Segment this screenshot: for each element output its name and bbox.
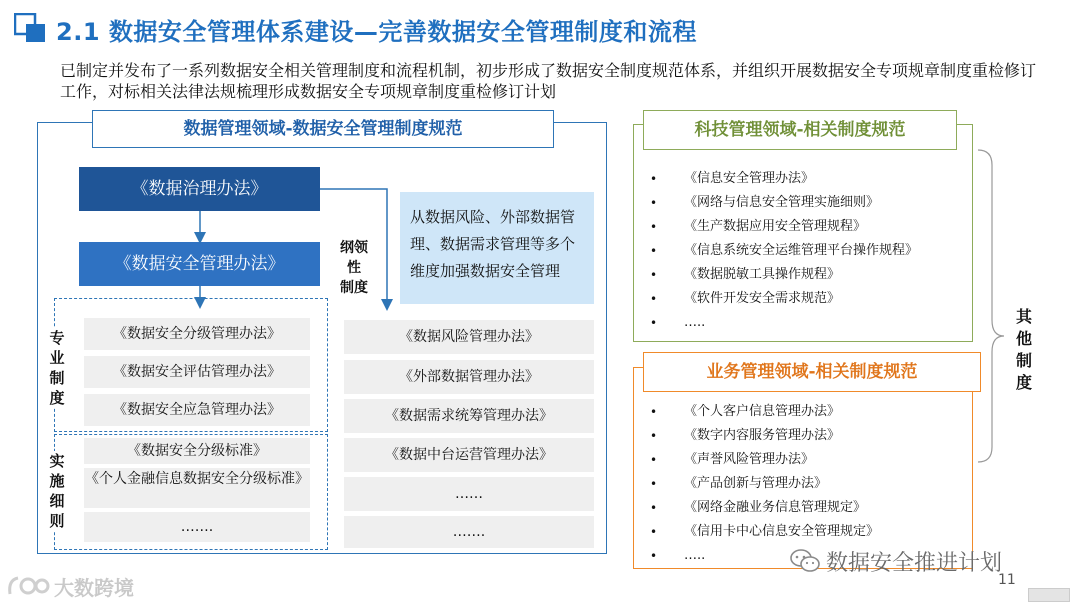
multi-dimension-note: 从数据风险、外部数据管理、数据需求管理等多个维度加强数据安全管理 [400, 192, 594, 304]
professional-label-char: 专 [49, 329, 65, 347]
data-security-management-box [79, 242, 320, 286]
guiding-system-label [334, 238, 374, 298]
watermark-left-text: 大数跨境 [54, 575, 134, 600]
other-label-char: 他 [1015, 329, 1032, 348]
list-item: 《数据中台运营管理办法》 [344, 438, 594, 472]
data-management-header: 数据管理领域-数据安全管理制度规范 [92, 110, 554, 148]
data-governance-label: 《数据治理办法》 [131, 179, 268, 199]
list-item: 《数据风险管理办法》 [344, 320, 594, 354]
implementation-rules-label [49, 451, 65, 531]
list-item: 《外部数据管理办法》 [344, 360, 594, 394]
intro-text: 已制定并发布了一系列数据安全相关管理制度和流程机制，初步形成了数据安全制度规范体系，并组织开展数据安全专项规章制度重检修订工作，对标相关法律法规梳理形成数据安全专项规章制度重检修订计划 [60, 61, 1037, 101]
list-item: 《个人金融信息数据安全分级标准》 [84, 468, 310, 508]
other-label-char: 度 [1015, 373, 1032, 392]
implementation-label-char: 实 [49, 452, 65, 470]
professional-label-char: 制 [49, 369, 65, 387]
list-item: 《数据安全分级标准》 [84, 438, 310, 464]
list-item: 《数据安全分级管理办法》 [84, 318, 310, 350]
list-item: • 《个人客户信息管理办法》 [650, 400, 970, 424]
data-governance-box [79, 167, 320, 211]
business-management-header: 业务管理领域-相关制度规范 [643, 352, 981, 392]
list-item: 《数据需求统筹管理办法》 [344, 399, 594, 433]
tech-management-list [650, 167, 970, 335]
watermark-right [790, 544, 1002, 578]
list-item: ……. [84, 512, 310, 542]
page-title: 2.1 数据安全管理体系建设—完善数据安全管理制度和流程 [56, 18, 697, 46]
list-item: • ….. [650, 311, 970, 335]
list-item: • 《信息系统安全运维管理平台操作规程》 [650, 239, 970, 263]
business-management-list [650, 400, 970, 568]
list-item: ……. [344, 516, 594, 548]
other-label-char: 制 [1015, 351, 1032, 370]
other-label-char: 其 [1015, 307, 1032, 326]
list-item: • 《声誉风险管理办法》 [650, 448, 970, 472]
watermark-right-text: 数据安全推进计划 [826, 550, 1003, 576]
list-item: • ….. [650, 544, 970, 568]
page-thumbnail-badge [1028, 588, 1070, 602]
data-security-management-label: 《数据安全管理办法》 [114, 254, 285, 274]
professional-label-char: 业 [49, 349, 65, 367]
wechat-icon [790, 548, 820, 574]
implementation-label-char: 施 [49, 472, 65, 490]
guiding-label-line: 纲领 [340, 240, 368, 256]
list-item: • 《数据脱敏工具操作规程》 [650, 263, 970, 287]
tech-management-header: 科技管理领域-相关制度规范 [643, 110, 957, 150]
implementation-label-char: 则 [49, 512, 65, 530]
professional-label-char: 度 [49, 389, 65, 407]
list-item: • 《软件开发安全需求规范》 [650, 287, 970, 311]
other-systems-label [1012, 306, 1036, 394]
guiding-label-line: 制度 [340, 280, 368, 296]
list-item: • 《信息安全管理办法》 [650, 167, 970, 191]
list-item: • 《产品创新与管理办法》 [650, 472, 970, 496]
watermark-logo-icon [6, 574, 50, 598]
guiding-label-line: 性 [347, 260, 361, 276]
page-number: 11 [998, 572, 1016, 588]
list-item: 《数据安全应急管理办法》 [84, 394, 310, 426]
professional-system-label [49, 328, 65, 408]
title-square-icon [14, 13, 46, 43]
watermark-left [6, 572, 134, 600]
list-item: • 《信用卡中心信息安全管理规定》 [650, 520, 970, 544]
list-item: …… [344, 477, 594, 511]
list-item: 《数据安全评估管理办法》 [84, 356, 310, 388]
list-item: • 《生产数据应用安全管理规程》 [650, 215, 970, 239]
list-item: • 《网络金融业务信息管理规定》 [650, 496, 970, 520]
list-item: • 《网络与信息安全管理实施细则》 [650, 191, 970, 215]
implementation-label-char: 细 [49, 492, 65, 510]
list-item: • 《数字内容服务管理办法》 [650, 424, 970, 448]
other-systems-bracket [978, 150, 1004, 462]
